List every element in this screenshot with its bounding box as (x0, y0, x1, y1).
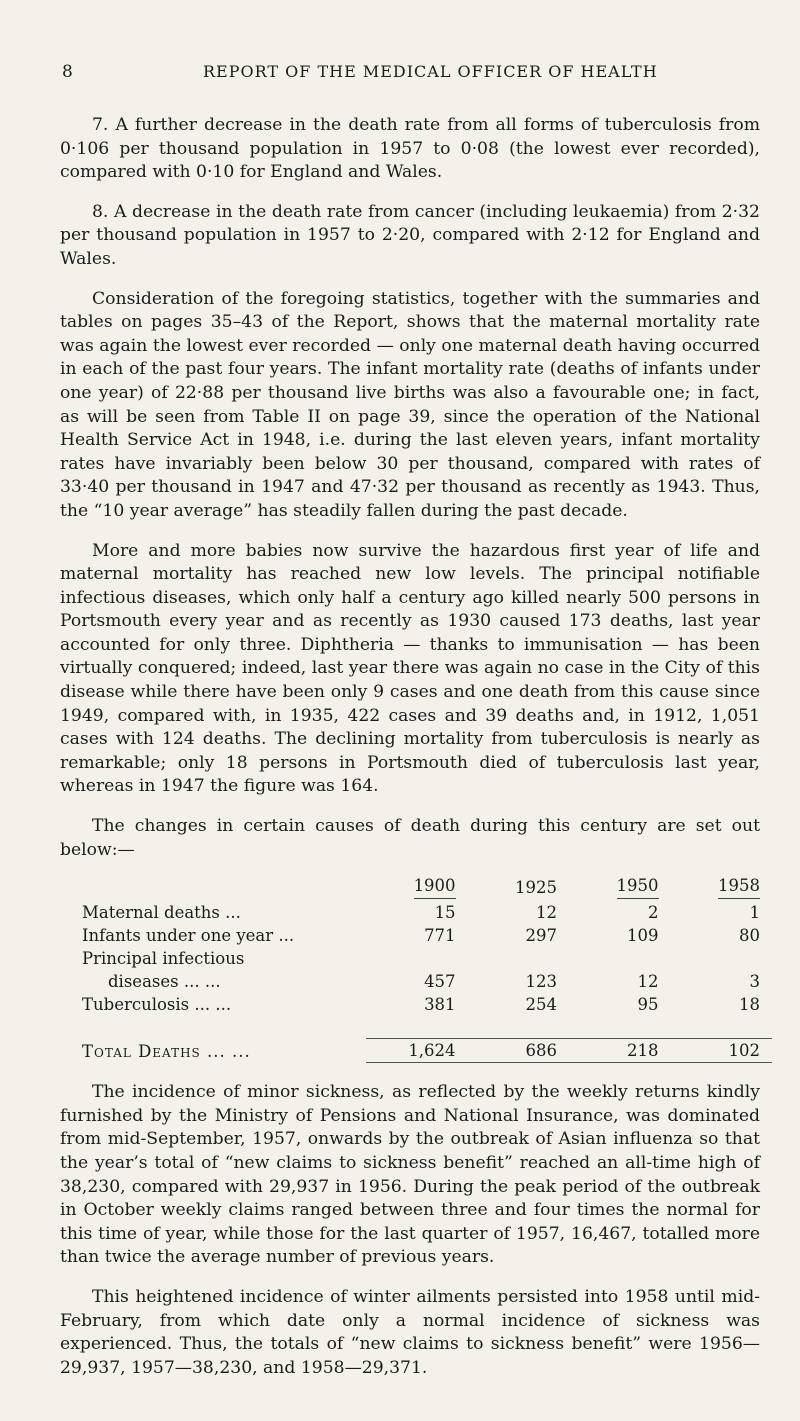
row-label-continued: diseases (108, 972, 179, 992)
table-cell: 95 (637, 995, 659, 1015)
paragraph-winter-ailments: This heightened incidence of winter ailments persisted into 1958 until mid-February, from which date only a normal incidence of sickness was experienced. Thus, the totals of “new claims to sickness benefit” were 1956—29,937, 1957—38,230, and 1958—29,371. (60, 1286, 760, 1378)
table-total-row (82, 1039, 772, 1063)
row-label: Infants under one year (82, 926, 274, 946)
table-cell: 123 (525, 972, 558, 992)
table-cell: 297 (525, 926, 558, 946)
year-header: 1950 (617, 874, 659, 899)
row-leader: ... (278, 926, 295, 946)
row-label: Maternal deaths (82, 903, 220, 923)
causes-of-death-table (82, 874, 772, 1063)
total-label: Total Deaths ... (82, 1041, 226, 1061)
row-leader: ... (232, 1041, 251, 1061)
paragraph-tuberculosis-rate: 7. A further decrease in the death rate from all forms of tuberculosis from 0·106 per thousand population in 1957 to 0·08 (the lowest ever recorded), compared with 0·10 for England and Wales. (60, 115, 760, 183)
row-leader: ... ... (183, 972, 221, 992)
running-title: REPORT OF THE MEDICAL OFFICER OF HEALTH (203, 62, 658, 81)
table-spacer (82, 1016, 772, 1039)
row-label: Tuberculosis (82, 995, 190, 1015)
paragraph-consideration: Consideration of the foregoing statistics, together with the summaries and tables on pages 35–43 of the Report, shows that the maternal mortality rate was again the lowest ever recorded — only one maternal death having occurred in each of the past four years. The infant mortality rate (deaths of infants under one year) of 22·88 per thousand live births was also a favourable one; in fact, as will be seen from Table II on page 39, since the operation of the National Health Service Act in 1948, i.e. during the last eleven years, infant mortality rates have invariably been below 30 per thousand, compared with rates of 33·40 per thousand in 1947 and 47·32 per thousand as recently as 1943. Thus, the “10 year average” has steadily fallen during the past decade. (60, 288, 760, 521)
table-cell: 12 (536, 903, 558, 923)
table-cell: 109 (627, 926, 659, 946)
total-cell: 686 (468, 1039, 569, 1063)
page-number: 8 (62, 62, 74, 82)
paragraph-minor-sickness: The incidence of minor sickness, as reflected by the weekly returns kindly furnished by the Ministry of Pensions and National Insurance, was dominated from mid-September, 1957, onwards by the outbreak of Asian influenza so that the year’s total of “new claims to sickness benefit” reached an all-time high of 38,230, compared with 29,937 in 1956. During the peak period of the outbreak in October weekly claims ranged between three and four times the normal for this time of year, while those for the last quarter of 1957, 16,467, totalled more than twice the average number of previous years. (60, 1082, 760, 1268)
year-header: 1900 (414, 874, 456, 899)
total-cell: 1,624 (366, 1039, 468, 1063)
row-label: Principal infectious (82, 949, 245, 969)
table-row (82, 901, 772, 924)
table-cell: 2 (648, 903, 659, 923)
row-leader: ... (225, 903, 241, 923)
paragraph-table-intro: The changes in certain causes of death during this century are set out below:— (60, 816, 760, 860)
table-row (82, 970, 772, 993)
table-cell: 1 (749, 903, 760, 923)
table-row-label-continued (82, 947, 772, 970)
row-leader: ... ... (194, 995, 232, 1015)
table-cell: 12 (637, 972, 659, 992)
table-cell: 254 (525, 995, 558, 1015)
table-cell: 381 (424, 995, 456, 1015)
year-header: 1958 (718, 874, 760, 899)
paragraph-babies-survive: More and more babies now survive the hazardous first year of life and maternal mortality has reached new low levels. The principal notifiable infectious diseases, which only half a century ago killed nearly 500 persons in Portsmouth every year and as recently as 1930 caused 173 deaths, last year accounted for only three. Diphtheria — thanks to immunisation — has been virtually conquered; indeed, last year there was again no case in the City of this disease while there have been only 9 cases and one death from this cause since 1949, compared with, in 1935, 422 cases and 39 deaths and, in 1912, 1,051 cases with 124 deaths. The declining mortality from tuberculosis is nearly as remarkable; only 18 persons in Portsmouth died of tuberculosis last year, whereas in 1947 the figure was 164. (60, 540, 760, 797)
table-cell: 15 (434, 903, 456, 923)
table-cell: 18 (739, 995, 760, 1015)
table-cell: 3 (749, 972, 760, 992)
year-header: 1925 (515, 878, 558, 898)
total-cell: 218 (569, 1039, 670, 1063)
table-header-row (82, 874, 772, 901)
table-row (82, 924, 772, 947)
table-row (82, 993, 772, 1016)
report-body (60, 114, 760, 1396)
table-cell: 457 (424, 972, 456, 992)
total-cell: 102 (671, 1039, 773, 1063)
paragraph-cancer-rate: 8. A decrease in the death rate from cancer (including leukaemia) from 2·32 per thousand population in 1957 to 2·20, compared with 2·12 for England and Wales. (60, 201, 760, 269)
table-cell: 771 (424, 926, 456, 946)
table-cell: 80 (739, 926, 760, 946)
